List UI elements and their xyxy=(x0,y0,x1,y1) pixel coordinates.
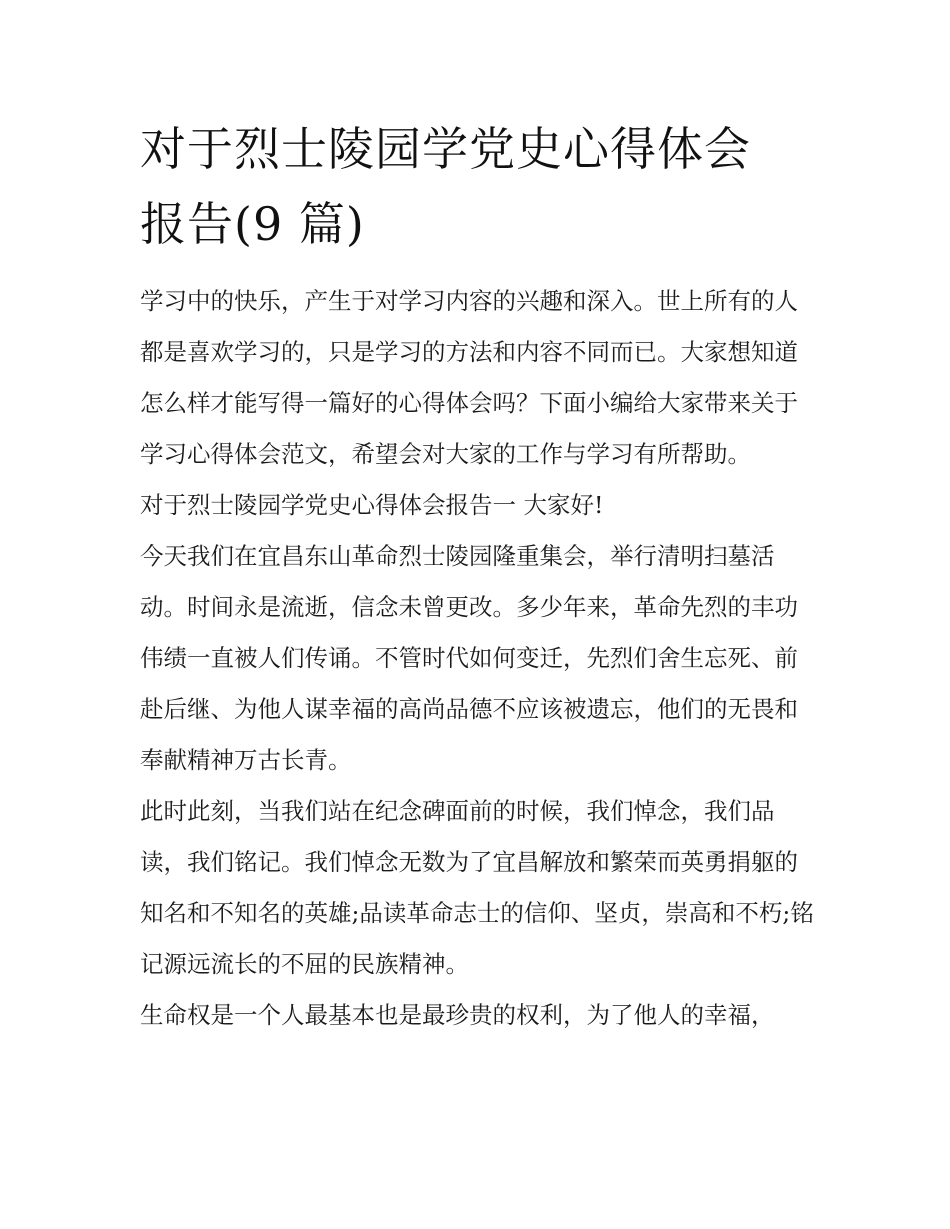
document-title-line-1: 对于烈士陵园学党史心得体会 xyxy=(140,122,751,176)
section-heading-paragraph: 对于烈士陵园学党史心得体会报告一 大家好! xyxy=(140,491,604,519)
intro-paragraph: 学习中的快乐，产生于对学习内容的兴趣和深入。世上所有的人都是喜欢学习的，只是学习的方法和内容不同而已。大家想知道怎么样才能写得一篇好的心得体会吗？下面小编给大家带来关于学习心得体会范文，希望会对大家的工作与学习有所帮助。 xyxy=(140,287,798,468)
body-paragraph: 生命权是一个人最基本也是最珍贵的权利，为了他人的幸福， xyxy=(140,1001,775,1029)
document-body xyxy=(140,112,815,1041)
document-title-line-2: 报告(9 篇) xyxy=(140,197,365,251)
body-paragraph: 此时此刻，当我们站在纪念碑面前的时候，我们悼念，我们品读，我们铭记。我们悼念无数为了宜昌解放和繁荣而英勇捐躯的知名和不知名的英雄;品读革命志士的信仰、坚贞，崇高和不朽;铭记源远流长的不屈的民族精神。 xyxy=(140,797,814,978)
document-title xyxy=(140,112,815,262)
body-paragraph: 今天我们在宜昌东山革命烈士陵园隆重集会，举行清明扫墓活动。时间永是流逝，信念未曾更改。多少年来，革命先烈的丰功伟绩一直被人们传诵。不管时代如何变迁，先烈们舍生忘死、前赴后继、为他人谋幸福的高尚品德不应该被遗忘，他们的无畏和奉献精神万古长青。 xyxy=(140,542,798,774)
